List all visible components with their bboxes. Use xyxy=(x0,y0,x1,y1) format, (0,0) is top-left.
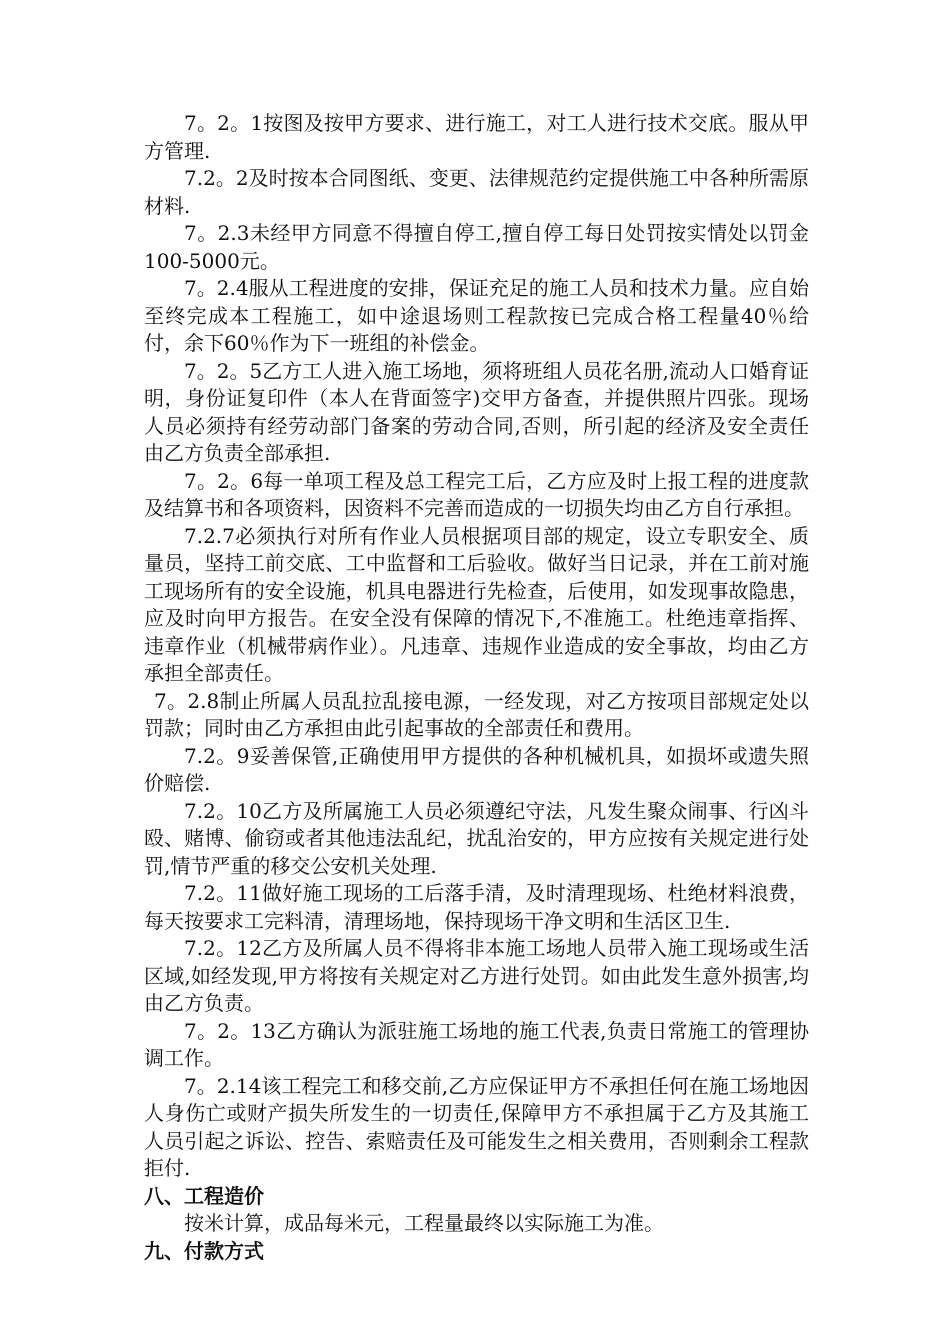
section-heading-cost: 八、工程造价 xyxy=(144,1183,264,1208)
clause-7-2-13: 7。2。13乙方确认为派驻施工场地的施工代表,负责日常施工的管理协调工作。 xyxy=(144,1018,809,1070)
section-heading-payment: 九、付款方式 xyxy=(144,1238,264,1263)
clause-7-2-8: 7。2.8制止所属人员乱拉乱接电源，一经发现，对乙方按项目部规定处以罚款；同时由乙方承担由此引起事故的全部责任和费用。 xyxy=(144,688,809,740)
clause-7-2-7: 7.2.7必须执行对所有作业人员根据项目部的规定，设立专职安全、质量员，坚持工前交底、工中监督和工后验收。做好当日记录，并在工前对施工现场所有的安全设施，机具电器进行先检查，后使用，如发现事故隐患，应及时向甲方报告。在安全没有保障的情况下,不准施工。杜绝违章指挥、违章作业（机械带病作业）。凡违章、违规作业造成的安全事故，均由乙方承担全部责任。 xyxy=(144,523,809,685)
clause-7-2-1: 7。2。1按图及按甲方要求、进行施工，对工人进行技术交底。服从甲方管理. xyxy=(144,111,809,163)
clause-7-2-5: 7。2。5乙方工人进入施工场地，须将班组人员花名册,流动人口婚育证明，身份证复印件（本人在背面签字)交甲方备查，并提供照片四张。现场人员必须持有经劳动部门备案的劳动合同,否则，所引起的经济及安全责任由乙方负责全部承担. xyxy=(144,358,809,465)
document-page xyxy=(144,110,809,1265)
clause-7-2-2: 7.2。2及时按本合同图纸、变更、法律规范约定提供施工中各种所需原材料. xyxy=(144,166,809,218)
clause-7-2-9: 7.2。9妥善保管,正确使用甲方提供的各种机械机具，如损坏或遗失照价赔偿. xyxy=(144,743,809,795)
section-body-cost: 按米计算，成品每米元，工程量最终以实际施工为准。 xyxy=(184,1211,664,1235)
clause-7-2-11: 7.2。11做好施工现场的工后落手清，及时清理现场、杜绝材料浪费，每天按要求工完料清，清理场地，保持现场干净文明和生活区卫生. xyxy=(144,881,809,933)
clause-7-2-10: 7.2。10乙方及所属施工人员必须遵纪守法，凡发生聚众闹事、行凶斗殴、赌博、偷窃或者其他违法乱纪，扰乱治安的，甲方应按有关规定进行处罚,情节严重的移交公安机关处理. xyxy=(144,798,809,878)
clause-7-2-3: 7。2.3未经甲方同意不得擅自停工,擅自停工每日处罚按实情处以罚金100-5000元。 xyxy=(144,221,809,273)
clause-7-2-12: 7.2。12乙方及所属人员不得将非本施工场地人员带入施工现场或生活区域,如经发现,甲方将按有关规定对乙方进行处罚。如由此发生意外损害,均由乙方负责。 xyxy=(144,936,809,1015)
clause-7-2-6: 7。2。6每一单项工程及总工程完工后，乙方应及时上报工程的进度款及结算书和各项资料，因资料不完善而造成的一切损失均由乙方自行承担。 xyxy=(144,468,809,520)
clause-7-2-4: 7。2.4服从工程进度的安排，保证充足的施工人员和技术力量。应自始至终完成本工程施工，如中途退场则工程款按已完成合格工程量40％给付，余下60％作为下一班组的补偿金。 xyxy=(144,276,809,355)
clause-7-2-14: 7。2.14该工程完工和移交前,乙方应保证甲方不承担任何在施工场地因人身伤亡或财产损失所发生的一切责任,保障甲方不承担属于乙方及其施工人员引起之诉讼、控告、索赔责任及可能发生之相关费用，否则剩余工程款拒付. xyxy=(144,1073,809,1180)
